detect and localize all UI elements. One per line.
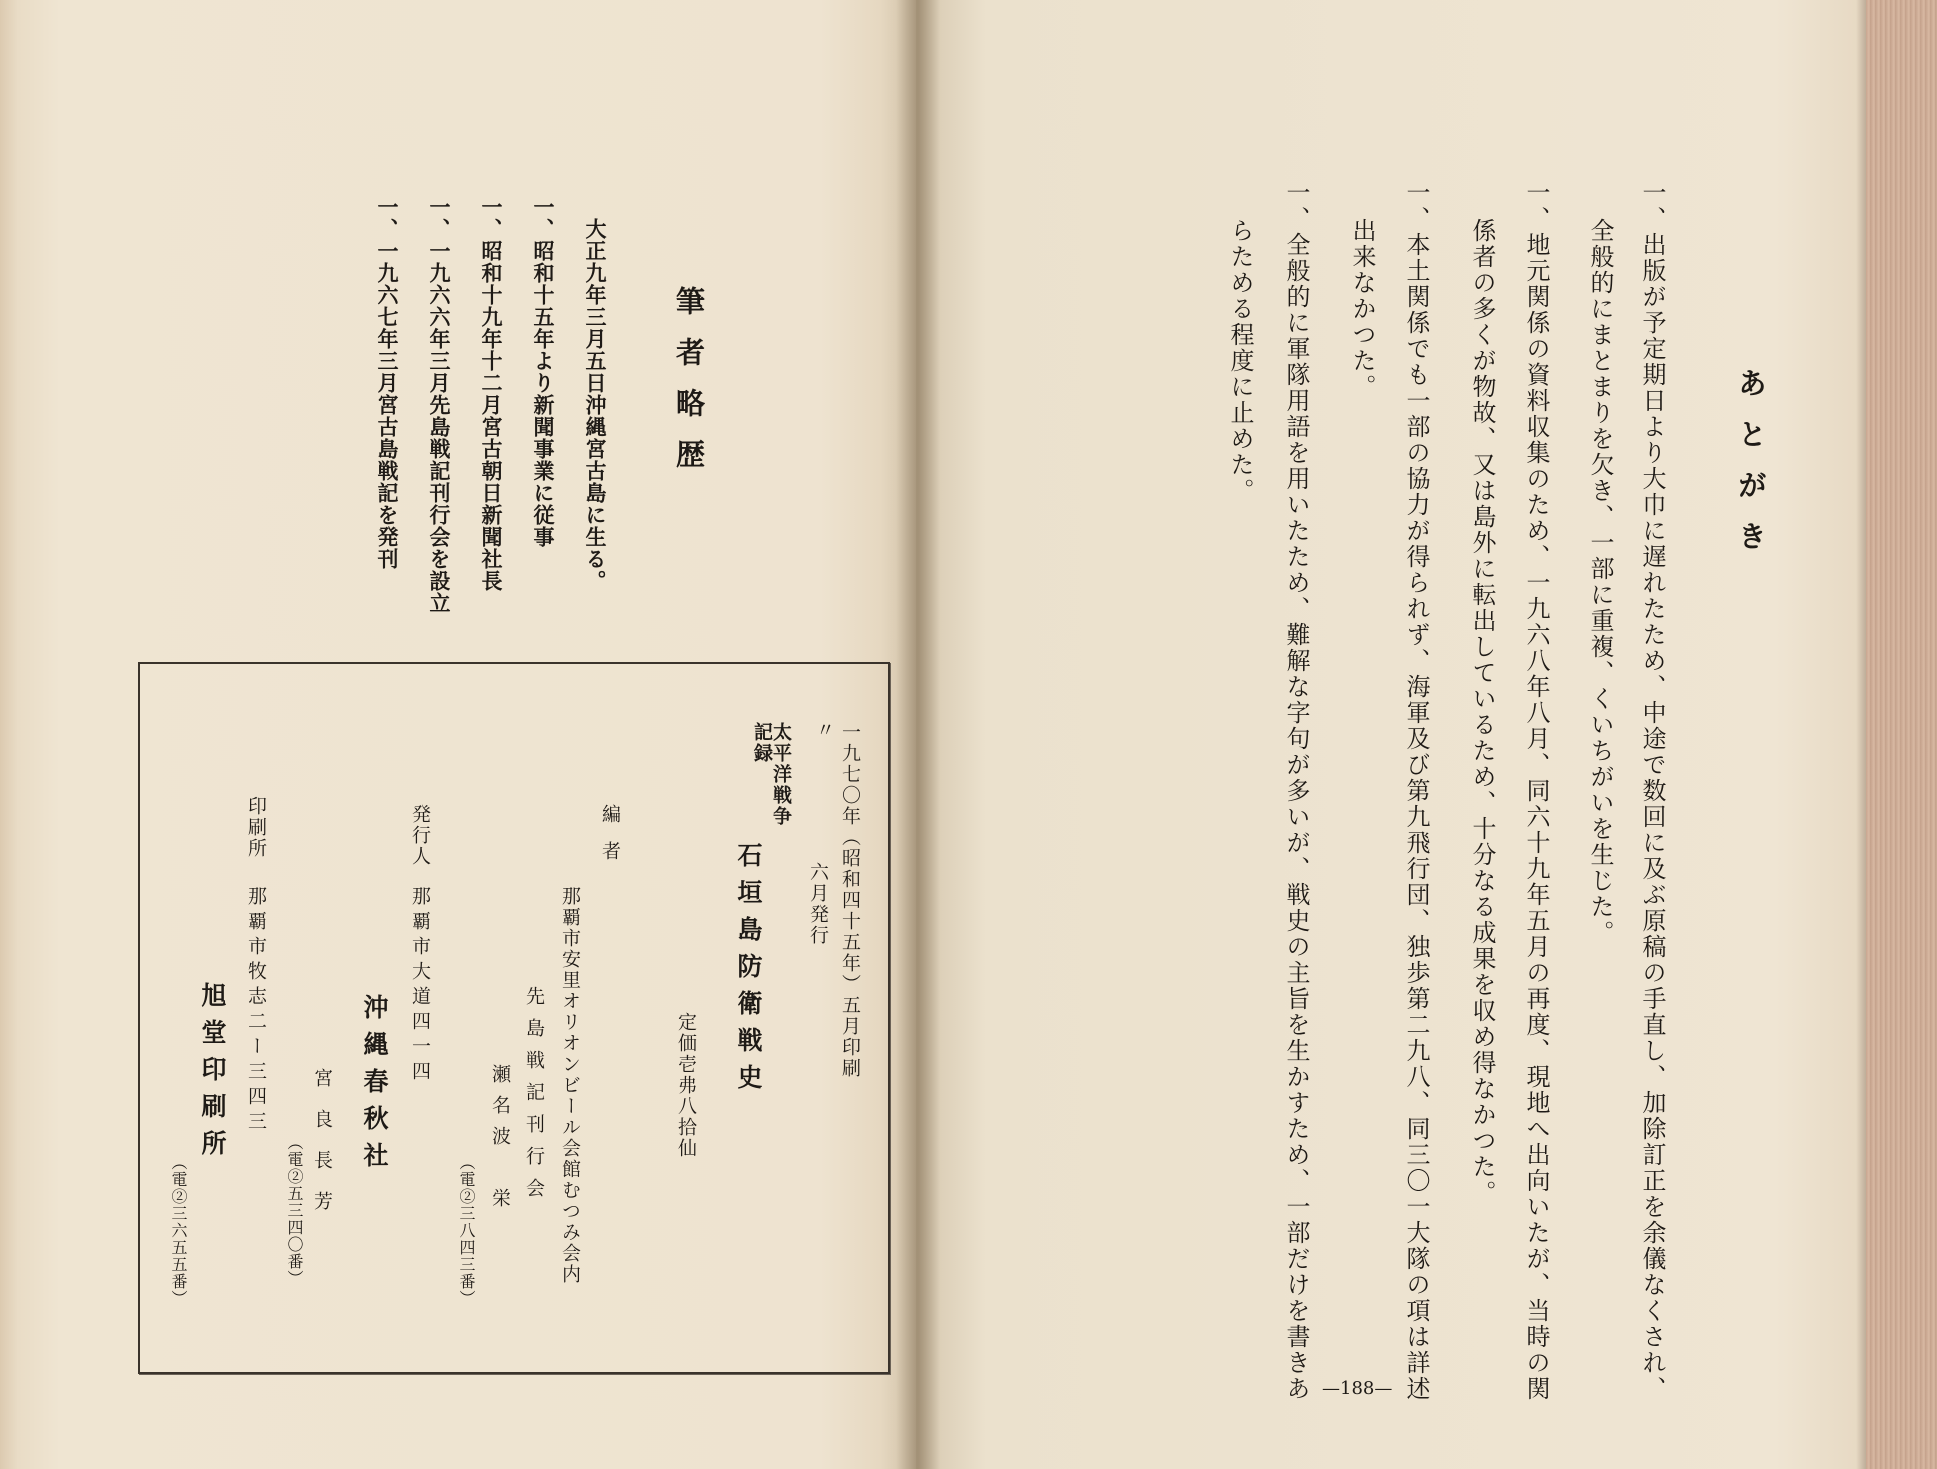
colophon-publisher-name: 沖縄春秋社 bbox=[360, 994, 389, 1179]
colophon-publisher-address: 那覇市大道四一四 bbox=[409, 886, 431, 1086]
right-page bbox=[916, 0, 1866, 1469]
colophon-editor-phone: （電②三八四三番） bbox=[457, 1154, 476, 1307]
colophon-series-title: 太平洋戦争記録 bbox=[751, 722, 792, 827]
bio-title: 筆者略歴 bbox=[672, 286, 706, 490]
colophon-publish-date: 六月発行 bbox=[807, 862, 829, 946]
bio-entry: 大正九年三月五日沖縄宮古島に生る。 bbox=[583, 218, 608, 592]
colophon-publisher-person: 宮良長芳 bbox=[311, 1068, 333, 1232]
colophon-publisher-label: 発行人 bbox=[409, 804, 431, 867]
afterword-item-4-line-1: 一、全般的に軍隊用語を用いたため、難解な字句が多いが、戦史の主旨を生かすため、一部だけを書きあ bbox=[1282, 180, 1310, 1402]
colophon-printer-label: 印刷所 bbox=[245, 796, 267, 859]
colophon-editor-label: 編者 bbox=[599, 804, 621, 878]
colophon-editor-name: 瀬名波 栄 bbox=[489, 1064, 511, 1219]
afterword-item-1-line-2: 全般的にまとまりを欠き、一部に重複、くいちがいを生じた。 bbox=[1586, 218, 1614, 946]
afterword-title: あとがき bbox=[1734, 368, 1768, 572]
afterword-item-2-line-1: 一、地元関係の資料収集のため、一九六八年八月、同六十九年五月の再度、現地へ出向いたが、当時の関 bbox=[1522, 180, 1550, 1402]
bio-entry: 一、一九六六年三月先島戦記刊行会を設立 bbox=[427, 196, 452, 614]
colophon-printer-name: 旭堂印刷所 bbox=[198, 982, 227, 1167]
page-number: —188— bbox=[1322, 1378, 1393, 1399]
colophon-editor-address: 那覇市安里オリオンビール会館むつみ会内 bbox=[559, 886, 581, 1285]
bio-entry: 一、昭和十九年十二月宮古朝日新聞社長 bbox=[479, 196, 504, 592]
page-stack-edge bbox=[1866, 0, 1937, 1469]
colophon-publisher-phone: （電②五三四〇番） bbox=[285, 1134, 304, 1287]
colophon-printer-address: 那覇市牧志二ー三四三 bbox=[245, 886, 267, 1136]
afterword-item-1-line-1: 一、出版が予定期日より大巾に遅れたため、中途で数回に及ぶ原稿の手直し、加除訂正を余儀なくされ、 bbox=[1638, 180, 1666, 1402]
colophon-ditto-mark: 〃 bbox=[813, 720, 835, 741]
colophon-editor-org: 先島戦記刊行会 bbox=[523, 986, 545, 1210]
colophon-box bbox=[138, 662, 890, 1374]
book-spine-shadow bbox=[896, 0, 940, 1469]
afterword-item-2-line-2: 係者の多くが物故、又は島外に転出しているため、十分なる成果を収め得なかつた。 bbox=[1468, 218, 1496, 1206]
afterword-item-3-line-1: 一、本土関係でも一部の協力が得られず、海軍及び第九飛行団、独歩第二九八、同三〇一大隊の項は詳述 bbox=[1402, 180, 1430, 1402]
afterword-item-4-line-2: らためる程度に止めた。 bbox=[1226, 218, 1254, 504]
afterword-item-3-line-2: 出来なかつた。 bbox=[1348, 218, 1376, 400]
colophon-printer-phone: （電②三六五五番） bbox=[169, 1154, 188, 1307]
colophon-book-title: 石垣島防衛戦史 bbox=[734, 842, 763, 1101]
bio-entry: 一、昭和十五年より新聞事業に従事 bbox=[531, 196, 556, 548]
colophon-print-date: 一九七〇年（昭和四十五年）五月印刷 bbox=[839, 722, 861, 1079]
colophon-price: 定価壱弗八拾仙 bbox=[675, 1012, 697, 1159]
bio-entry: 一、一九六七年三月宮古島戦記を発刊 bbox=[375, 196, 400, 570]
